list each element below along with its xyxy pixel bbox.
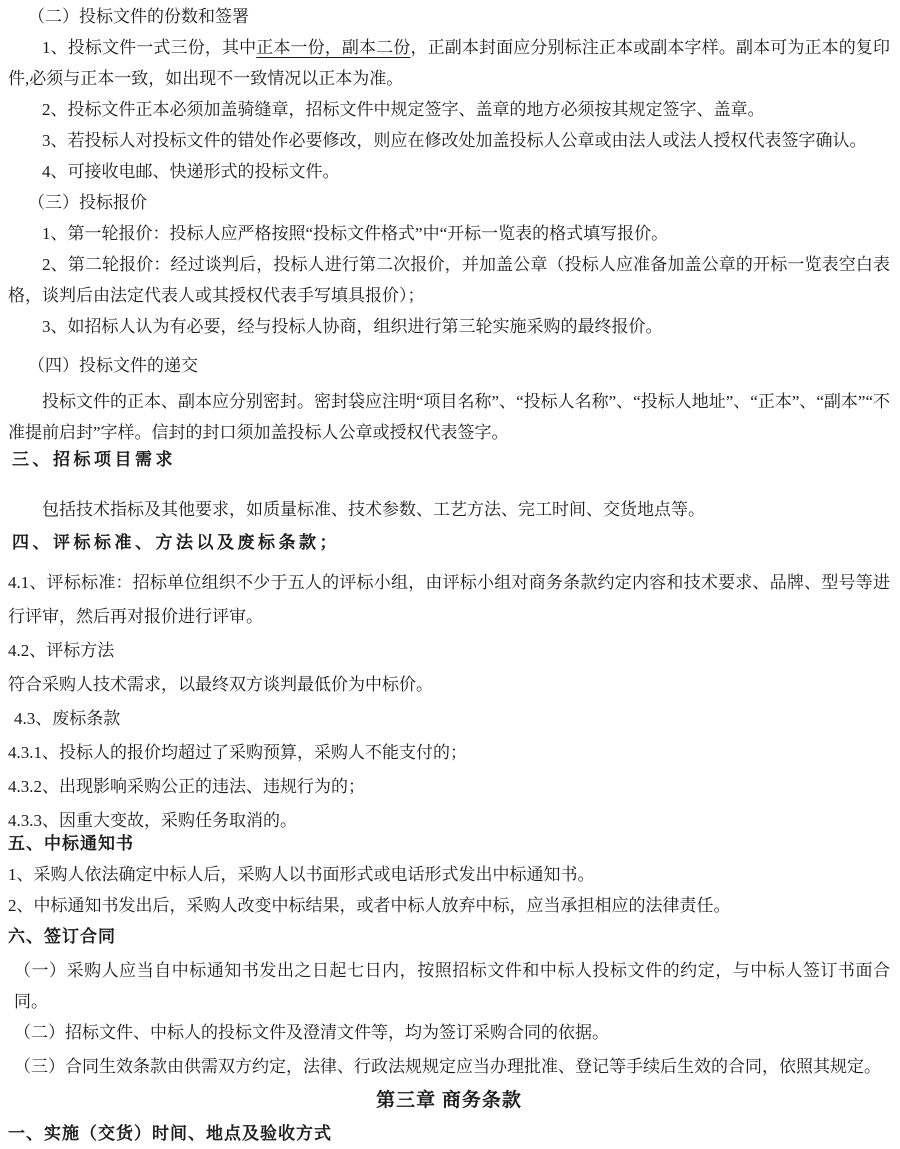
heading-delivery-time-place-acceptance: 一、实施（交货）时间、地点及验收方式 xyxy=(8,1124,332,1143)
para-quotation-round3: 3、如招标人认为有必要，经与投标人协商，组织进行第三轮实施采购的最终报价。 xyxy=(42,317,663,336)
para-evaluation-criteria-4-1: 4.1、评标标准：招标单位组织不少于五人的评标小组，由评标小组对商务条款约定内容和技术要求、品牌、型号等进行评审，然后再对报价进行评审。 xyxy=(8,573,890,626)
para-rejection-clause-4-3-2: 4.3.2、出现影响采购公正的违法、违规行为的； xyxy=(8,777,365,796)
chapter-title-business-terms: 第三章 商务条款 xyxy=(376,1090,522,1111)
para-requirements-body: 包括技术指标及其他要求，如质量标准、技术参数、工艺方法、完工时间、交货地点等。 xyxy=(42,500,705,519)
para-quotation-round2: 2、第二轮报价：经过谈判后，投标人进行第二次报价，并加盖公章（投标人应准备加盖公章的开标一览表空白表格，谈判后由法定代表人或其授权代表手写填具报价）； xyxy=(8,255,890,305)
para-award-notice-item2: 2、中标通知书发出后，采购人改变中标结果，或者中标人放弃中标，应当承担相应的法律责任。 xyxy=(8,896,731,915)
para-contract-item2: （二）招标文件、中标人的投标文件及澄清文件等，均为签订采购合同的依据。 xyxy=(14,1023,609,1042)
para-rejection-clause-4-3-1: 4.3.1、投标人的报价均超过了采购预算，采购人不能支付的； xyxy=(8,743,467,762)
para-copies-item2: 2、投标文件正本必须加盖骑缝章，招标文件中规定签字、盖章的地方必须按其规定签字、盖章。 xyxy=(42,100,765,119)
para-contract-item3: （三）合同生效条款由供需双方约定，法律、行政法规规定应当办理批准、登记等手续后生效的合同，依照其规定。 xyxy=(14,1057,881,1076)
heading-bid-quotation: （三）投标报价 xyxy=(28,193,147,212)
para-evaluation-method-body: 符合采购人技术需求，以最终双方谈判最低价为中标价。 xyxy=(8,675,433,694)
heading-award-notice: 五、中标通知书 xyxy=(8,834,134,853)
para-copies-item3: 3、若投标人对投标文件的错处作必要修改，则应在修改处加盖投标人公章或由法人或法人授权代表签字确认。 xyxy=(42,131,867,150)
heading-contract-signing: 六、签订合同 xyxy=(8,927,116,946)
para-copies-item1 xyxy=(8,32,890,94)
heading-project-requirements: 三、招标项目需求 xyxy=(12,450,176,469)
para-award-notice-item1: 1、采购人依法确定中标人后，采购人以书面形式或电话形式发出中标通知书。 xyxy=(8,865,595,884)
para-rejection-clause-4-3-3: 4.3.3、因重大变故，采购任务取消的。 xyxy=(8,811,297,830)
para-copies-item4: 4、可接收电邮、快递形式的投标文件。 xyxy=(42,162,340,181)
heading-bid-submission: （四）投标文件的递交 xyxy=(28,356,198,375)
para-contract-item1: （一）采购人应当自中标通知书发出之日起七日内，按照招标文件和中标人投标文件的约定，与中标人签订书面合同。 xyxy=(14,961,890,1011)
para-sealing-instructions: 投标文件的正本、副本应分别密封。密封袋应注明“项目名称”、“投标人名称”、“投标人地址”、“正本”、“副本”“不准提前启封”字样。信封的封口须加盖投标人公章或授权代表签字。 xyxy=(8,392,890,442)
para-evaluation-method-title-4-2: 4.2、评标方法 xyxy=(8,641,115,660)
para-quotation-round1: 1、第一轮报价：投标人应严格按照“投标文件格式”中“开标一览表的格式填写报价。 xyxy=(42,224,669,243)
copies-item1-underlined-text: 正本一份，副本二份 xyxy=(256,38,411,57)
para-rejection-clause-title-4-3: 4.3、废标条款 xyxy=(14,709,121,728)
heading-evaluation-criteria: 四、评标标准、方法以及废标条款； xyxy=(12,533,340,552)
copies-item1-suffix: ，正副本封面应分别标注正本或副本字样。副本可为正本的复印件,必须与正本一致，如出现不一致情况以正本为准。 xyxy=(8,38,891,88)
copies-item1-prefix: 1、投标文件一式三份，其中 xyxy=(42,38,257,57)
heading-bid-copies-signing: （二）投标文件的份数和签署 xyxy=(28,7,249,26)
